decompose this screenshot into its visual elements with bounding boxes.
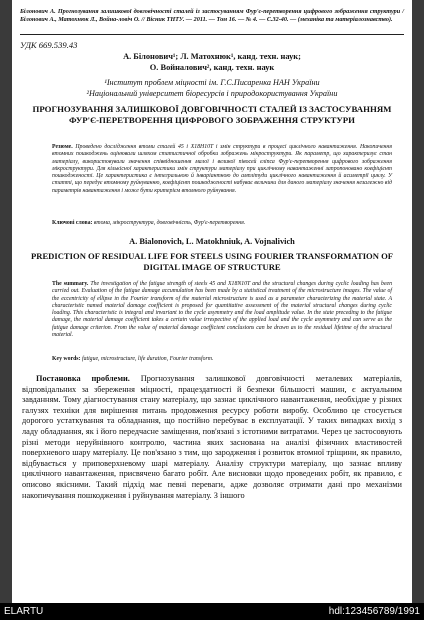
body-text <box>22 374 402 501</box>
title-en: PREDICTION OF RESIDUAL LIFE FOR STEELS USING FOURIER TRANSFORMATION OF DIGITAL IMAGE OF STRUCTURE <box>30 251 394 272</box>
header-rule <box>20 34 404 35</box>
keywords-en-label: Key words: <box>52 356 81 362</box>
authors-ua-line2: О. Войналович², канд. техн. наук <box>149 62 275 72</box>
footer-right: hdl:123456789/1991 <box>328 606 420 617</box>
keywords-en-text: fatigue, microstructure, life duration, Fourier transform. <box>81 356 214 362</box>
abstract-en <box>52 281 392 339</box>
abstract-en-text: The investigation of the fatigue strength of steels 45 and X18N10T and the structural changes during cyclic loading has been carried out. Evaluation of the fatigue damage accumulation has been made by a statistical treatment of the microstructure images. The value of the eccentricity of ellipse in the Fourier transform of the material microstructure is used as a parameter characterizing the material state. A characteristic named material damage coefficient is proposed for quantitative assessment of the material structural changes during cyclic loading. This characteristic is integral and invariant to the cycle asymmetry and the load amplitude value. In the state preceding to the fatigue damage, the material damage coefficient takes a certain value irrespective of the applied load and the cycle asymmetry and can serve as the fatigue damage criterion. From the value of material damage coefficient conclusions can be drawn as to the residual lifetime of the structural material. <box>52 281 392 339</box>
keywords-ua <box>52 220 392 227</box>
paper-page <box>12 0 412 603</box>
authors-ua-line1: А. Білонович¹; Л. Матохнюк¹, канд. техн. наук; <box>123 52 301 61</box>
body-paragraph: Прогнозування залишкової довговічності металевих матеріалів, відповідальних за збереження міцності, працездатності й безпеки більшості машин, є актуальним завданням. Тому діагностування стану матеріалу, що зазнає циклічного навантаження, необхідне у різних галузях техніки для вирішення питань продовження ресурсу роботи виробу. Особливо це стосується дорогого устаткування та обладнання, що постійно перебуває в експлуатації. У таких випадках вихід з ладу обладнання, як і його передчасне заміщення, пов'язані з істотними витратами. Через це застосовують різні методи неруйнівного контролю, частина яких заснована на аналізі фізичних властивостей поверхневого шару матеріалу. Це пов'язано з тим, що зародження і розвиток втомної тріщини, як правило, відбувається у приповерхневому шарі матеріалу. Аналізу структури матеріалу, що зазнає впливу циклічного навантаження, присвячено багато робіт. Але висновки щодо проведених робіт, як правило, є описово якісними. Такий підхід має певні переваги, адже дозволяє отримати дані про механізми накопичування пошкодження і руйнування матеріалу. З іншого <box>22 374 403 500</box>
udk-code: УДК 669.539.43 <box>20 40 78 50</box>
authors-ua <box>12 52 412 73</box>
keywords-en <box>52 356 392 363</box>
keywords-ua-label: Ключові слова: <box>52 220 93 226</box>
keywords-ua-text: втома, мікроструктура, довговічність, Фур'є-перетворення. <box>93 220 246 226</box>
abstract-en-label: The summary. <box>52 281 89 287</box>
footer-bar <box>0 603 424 620</box>
abstract-ua <box>52 144 392 195</box>
affiliation-1: ¹Інститут проблем міцності ім. Г.С.Писаренка НАН України <box>104 78 320 87</box>
affiliation-2: ²Національний університет біоресурсів і природокористування України <box>86 88 338 98</box>
footer-left: ELARTU <box>4 606 44 617</box>
abstract-ua-label: Резюме. <box>52 144 73 150</box>
authors-en: A. Bialonovich, L. Matokhniuk, A. Vojnalivich <box>129 237 295 246</box>
abstract-ua-text: Проведено дослідження втоми сталей 45 і Х18Н10Т і змін структури в процесі циклічного навантаження. Накопичення втомних пошкоджень оцінювали шляхом статистичної обробки зображень мікроструктури. Як параметр, що характеризує стан матеріалу, використовували значення співвідношення малої і великої півосей еліпса Фур'є-перетворення цифрового зображення мікроструктури. Для кількісної характеристики змін структури матеріалу при циклічному навантаженні запропоновано коефіцієнт пошкодженості. Це характеристика є інтегральною й інваріантною до амплітуди циклічного навантаження й асиметрії циклу. У статті, що передує втомному руйнуванню, коефіцієнт пошкодженості набуває величини для даного матеріалу значення незалежно від параметрів навантаження і може бути критерієм втомного руйнування. <box>52 144 392 194</box>
title-ua: ПРОГНОЗУВАННЯ ЗАЛИШКОВОЇ ДОВГОВІЧНОСТІ СТАЛЕЙ ІЗ ЗАСТОСУВАННЯМ ФУР'Є-ПЕРЕТВОРЕННЯ ЦИФРОВОГО ЗОБРАЖЕННЯ СТРУКТУРИ <box>32 104 392 125</box>
citation-header: Білонович А. Прогнозування залишкової довговічності сталей із застосуванням Фур'є-перетворення цифрового зображення структури / Білонович А., Матохнюк Л., Война-ловіч О. // Вісник ТНТУ. — 2011. — Том 16. — № 4. — С.32-40. — (механіка та матеріалознавство). <box>20 8 404 23</box>
affiliations <box>12 78 412 99</box>
body-label: Постановка проблеми. <box>36 374 130 383</box>
